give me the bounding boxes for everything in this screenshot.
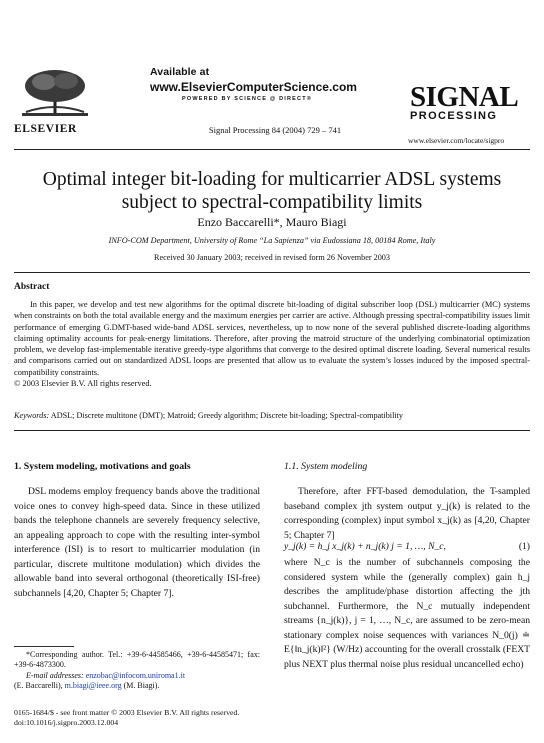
abstract-copyright: © 2003 Elsevier B.V. All rights reserved. (14, 379, 152, 389)
email-owner-biagi: (M. Biagi). (123, 681, 160, 691)
elsevier-tree-icon (14, 68, 96, 118)
journal-brand-line1: SIGNAL (410, 81, 519, 113)
received-dates: Received 30 January 2003; received in revised form 26 November 2003 (154, 253, 390, 262)
journal-citation: Signal Processing 84 (2004) 729 – 741 (208, 125, 342, 135)
subsection-heading: 1.1. System modeling (284, 461, 368, 472)
email-link-biagi[interactable]: m.biagi@ieee.org (64, 681, 122, 691)
publisher-logo (14, 68, 100, 135)
footnote-emails (14, 671, 260, 681)
doi-line: doi:10.1016/j.sigpro.2003.12.004 (14, 718, 119, 727)
site-name-link[interactable]: www.ElsevierComputerScience.com (150, 80, 357, 94)
publisher-name: ELSEVIER (14, 123, 77, 135)
front-matter (14, 708, 414, 728)
journal-brand (410, 81, 530, 122)
footnote-corresponding: *Corresponding author. Tel.: +39-6-44585466, +39-6-44585471; fax: +39-6-4873300. (14, 650, 260, 670)
email-owner-baccarelli: (E. Baccarelli), (14, 681, 63, 691)
footnote-email-owners (14, 681, 260, 691)
intro-paragraph: DSL modems employ frequency bands above the traditional voice ones to convey high-speed data. Since in these utilized bands the telephone channels are severely frequency selective, an appealing approach to cope with the resulting inter-symbol interference (ISI) is to resort to multicarrier modulation (in particular, discrete multitone modulation) which divides the allowable band into several orthogonal (theoretically ISI-free) subchannels [4,20, Chapter 5; Chapter 7]. (14, 486, 260, 599)
keywords (14, 411, 530, 420)
abstract-text-block (14, 299, 530, 389)
keywords-list: ADSL; Discrete multitone (DMT); Matroid; Greedy algorithm; Discrete bit-loading; Spectral-compatibility (50, 411, 404, 420)
abstract-top-divider (14, 272, 530, 273)
abstract-heading: Abstract (14, 282, 50, 292)
paper-title-line2: subject to spectral-compatibility limits (121, 192, 423, 213)
footnote-email-label: E-mail addresses: (26, 670, 84, 680)
equation-1-number: (1) (518, 541, 530, 552)
journal-brand-line2: PROCESSING (410, 110, 498, 122)
keywords-label: Keywords: (14, 411, 50, 420)
abstract-text: In this paper, we develop and test new algorithms for the optimal discrete bit-loading of digital subscriber loop (DSL) multicarrier (MC) systems when constraints on both the total available energy and the maximum energies per carrier are active. Although pressing spectral-compatibility issues limit performance of emerging G.DMT-based wide-band ADSL services, nevertheless, up to now none of the several published discrete-loading algorithms claiming optimality accounts for peak-energy limitations. Therefore, after proving the matroid structure of the underlying combinatorial optimization problem, we develop fast-implementable iterative greedy-type algorithms that converge to the desired optimal discrete loading. Several numerical results and comparisons carried out on standardized ADSL loops are presented that allow us to evaluate the system’s losses induced by the imposed spectral-compatibility constraints. (14, 300, 530, 377)
equation-1-body: y_j(k) = h_j x_j(k) + n_j(k) j = 1, …, N_c, (284, 541, 446, 552)
paper-title (20, 168, 524, 214)
paper-title-line1: Optimal integer bit-loading for multicarrier ADSL systems (42, 169, 502, 190)
available-at-label: Available at (150, 66, 210, 78)
authors: Enzo Baccarelli*, Mauro Biagi (197, 215, 347, 229)
email-link-baccarelli[interactable]: enzobac@infocom.uniroma1.it (85, 670, 186, 680)
sciencedirect-banner (150, 66, 400, 102)
footnotes (14, 650, 260, 692)
journal-url-link[interactable]: www.elsevier.com/locate/sigpro (408, 136, 505, 145)
system-paragraph-1: Therefore, after FFT-based demodulation, the T-sampled baseband complex jth system output y_j(k) is related to the corresponding (complex) input symbol x_j(k) as [4,20, Chapter 5; Chapter 7] (284, 486, 530, 541)
equation-1 (284, 541, 530, 552)
footnote-divider (14, 646, 74, 647)
section-heading: 1. System modeling, motivations and goals (14, 461, 191, 472)
issn-line: 0165-1684/$ - see front matter © 2003 Elsevier B.V. All rights reserved. (14, 708, 240, 717)
powered-by-label: POWERED BY SCIENCE @ DIRECT® (182, 96, 313, 102)
abstract-bottom-divider (14, 430, 530, 431)
system-paragraph-2: where N_c is the number of subchannels composing the considered system while the (generally complex) gain h_j describes the amplitude/phase distortion affecting the jth subchannel. Furthermore, the N_c mutually independent streams {n_j(k)}, j = 1, …, N_c, are assumed to be zero-mean stationary complex noise sequences with variances N_0(j) ≐ E{‖n_j(k)‖²} (W/Hz) accounting for the overall crosstalk (FEXT plus NEXT plus thermal noise plus residual uncancelled echo) (284, 557, 530, 670)
header-divider (14, 149, 530, 150)
affiliation: INFO-COM Department, University of Rome “La Sapienza” via Eudossiana 18, 00184 Rome, Italy (108, 236, 436, 245)
